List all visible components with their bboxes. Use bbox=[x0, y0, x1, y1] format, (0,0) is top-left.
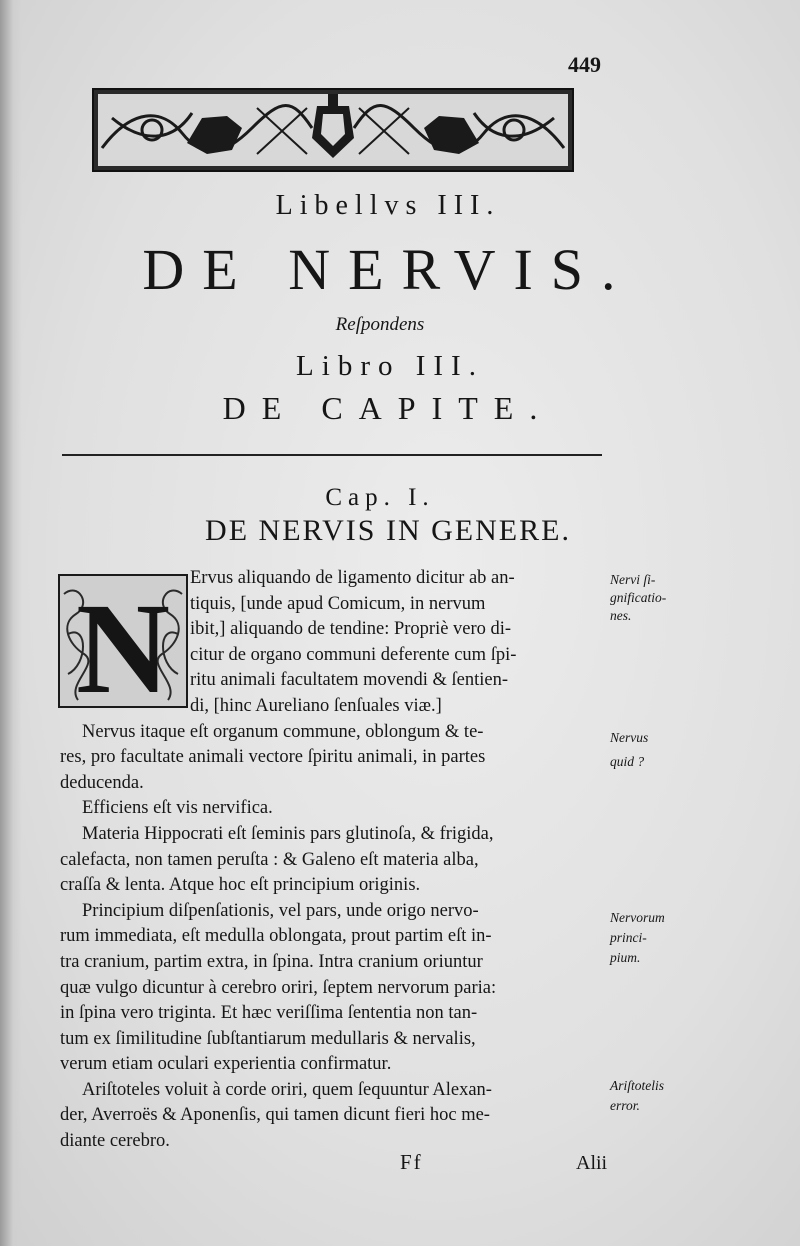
main-text bbox=[60, 566, 615, 1155]
text-line: in ſpina vero triginta. Et hæc veriſſima ſententia non tan- bbox=[60, 1003, 478, 1024]
libro-heading: Libro III. bbox=[296, 350, 484, 382]
text-line: Materia Hippocrati eſt ſeminis pars glutinoſa, & frigida, bbox=[82, 823, 494, 844]
capite-heading: DE CAPITE. bbox=[222, 390, 554, 426]
horizontal-rule bbox=[62, 454, 602, 456]
margin-note: gnificatio- bbox=[610, 590, 667, 605]
svg-text:N: N bbox=[76, 577, 170, 708]
margin-note: Nervus bbox=[610, 730, 649, 745]
catchword: Alii bbox=[576, 1152, 608, 1174]
margin-note: error. bbox=[610, 1098, 640, 1113]
text-line: Efficiens eſt vis nervifica. bbox=[82, 798, 273, 819]
text-line: tra cranium, partim extra, in ſpina. Intra cranium oriuntur bbox=[60, 951, 483, 972]
text-line: di, [hinc Aureliano ſenſuales viæ.] bbox=[190, 695, 442, 716]
text-line: Ervus aliquando de ligamento dicitur ab an- bbox=[190, 568, 515, 588]
text-line: citur de organo communi deferente cum ſpi- bbox=[190, 644, 517, 665]
text-line: Principium diſpenſationis, vel pars, unde origo nervo- bbox=[82, 900, 479, 921]
text-line: res, pro facultate animali vectore ſpiritu animali, in partes bbox=[60, 747, 486, 768]
signature-mark: Ff bbox=[400, 1150, 423, 1174]
respondens-label: Reſpondens bbox=[335, 314, 425, 335]
margin-note: Nervorum bbox=[610, 910, 665, 925]
margin-note: quid ? bbox=[610, 754, 645, 769]
text-line: ibit,] aliquando de tendine: Propriè vero di- bbox=[190, 619, 512, 640]
main-title: DE NERVIS. bbox=[142, 237, 634, 302]
margin-note: nes. bbox=[610, 608, 632, 623]
chapter-title: DE NERVIS IN GENERE. bbox=[205, 514, 571, 547]
ornamental-headpiece-icon bbox=[92, 88, 574, 172]
margin-note: Ariſtotelis bbox=[610, 1078, 664, 1093]
text-line: diante cerebro. bbox=[60, 1131, 170, 1152]
page-number: 449 bbox=[568, 52, 601, 77]
text-line: deducenda. bbox=[60, 772, 144, 793]
text-line: Ariſtoteles voluit à corde oriri, quem ſequuntur Alexan- bbox=[82, 1079, 492, 1100]
text-line: der, Averroës & Aponenſis, qui tamen dicunt fieri hoc me- bbox=[60, 1105, 490, 1126]
page-edge-shadow bbox=[0, 0, 22, 1246]
text-line: verum etiam oculari experientia confirmatur. bbox=[60, 1054, 392, 1075]
libellus-heading: Libellvs III. bbox=[275, 190, 501, 221]
margin-note: Nervi ſi- bbox=[610, 572, 656, 587]
margin-note: pium. bbox=[610, 950, 641, 965]
text-line: tiquis, [unde apud Comicum, in nervum bbox=[190, 593, 486, 614]
chapter-number: Cap. I. bbox=[325, 484, 435, 511]
margin-note: princi- bbox=[610, 930, 647, 945]
text-line: quæ vulgo dicuntur à cerebro oriri, ſeptem nervorum paria: bbox=[60, 977, 497, 998]
text-line: rum immediata, eſt medulla oblongata, prout partim eſt in- bbox=[60, 926, 492, 947]
text-line: calefacta, non tamen peruſta : & Galeno eſt materia alba, bbox=[60, 849, 479, 870]
text-line: tum ex ſimilitudine ſubſtantiarum medullaris & nervalis, bbox=[60, 1028, 476, 1049]
text-line: craſſa & lenta. Atque hoc eſt principium originis. bbox=[60, 875, 421, 896]
text-line: Nervus itaque eſt organum commune, oblongum & te- bbox=[82, 721, 484, 742]
text-line: ritu animali facultatem movendi & ſentien- bbox=[190, 670, 508, 691]
